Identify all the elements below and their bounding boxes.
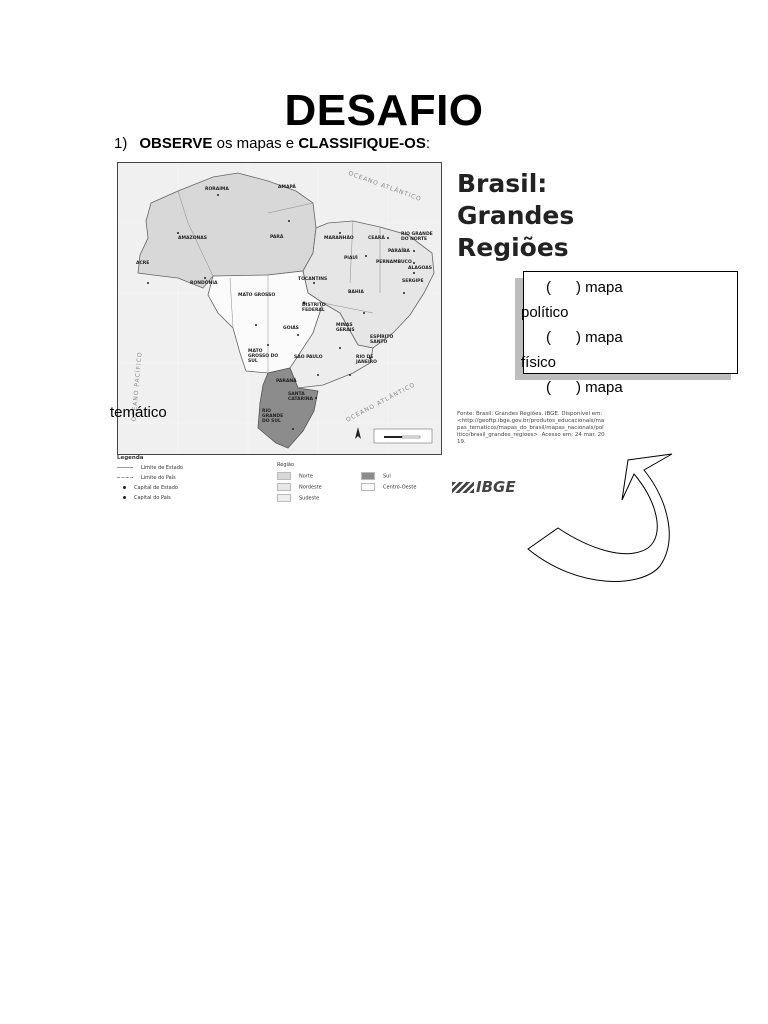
map-label-maranhao: MARANHÃO [324, 236, 354, 241]
map-label-alagoas: ALAGOAS [408, 266, 432, 271]
legend-region-title: Região [277, 462, 295, 468]
legend-nordeste: Nordeste [277, 483, 322, 491]
map-label-tocantins: TOCANTINS [298, 277, 328, 282]
question-observe: OBSERVE [139, 135, 213, 152]
option-3-label: temático [110, 404, 167, 421]
ibge-logo: IBGE [452, 478, 516, 496]
legend-sudeste: Sudeste [277, 494, 319, 502]
map-label-rj: RIO DE JANEIRO [356, 355, 377, 365]
option-2-label: físico [521, 354, 557, 371]
option-2-checkbox[interactable]: ( ) mapa [546, 329, 623, 346]
legend-centro-oeste: Centro-Oeste [361, 483, 416, 491]
legend-state-limit: Limite de Estado [117, 465, 183, 471]
map-label-ceara: CEARÁ [368, 236, 385, 241]
legend-state-capital: Capital de Estado [117, 485, 178, 491]
question-middle-text: os mapas e [212, 135, 299, 152]
legend-sul: Sul [361, 472, 391, 480]
ocean-label-pacific: OCEANO PACÍFICO [130, 351, 144, 422]
map-label-paraiba: PARAÍBA [388, 249, 410, 254]
map-label-pernambuco: PERNAMBUCO [376, 260, 412, 265]
figure-title-line-2: Grandes [457, 201, 575, 230]
map-label-roraima: RORAIMA [205, 187, 229, 192]
map-label-sergipe: SERGIPE [402, 279, 424, 284]
question-classify: CLASSIFIQUE-OS [298, 135, 426, 152]
map-label-rondonia: RONDÔNIA [190, 281, 218, 286]
map-label-amapa: AMAPÁ [278, 185, 296, 190]
map-label-para: PARÁ [270, 235, 284, 240]
option-1-checkbox[interactable]: ( ) mapa [546, 279, 623, 296]
ocean-label-atlantic-bottom: OCEANO ATLÂNTICO [344, 381, 417, 424]
map-label-goias: GOIÁS [283, 326, 299, 331]
option-1-label: político [521, 304, 569, 321]
figure-title-line-3: Regiões [457, 233, 569, 262]
map-label-rs: RIO GRANDE DO SUL [262, 409, 284, 424]
map-label-mg: MINAS GERAIS [336, 323, 355, 333]
map-label-parana: PARANÁ [276, 379, 297, 384]
legend-norte: Norte [277, 472, 313, 480]
legend-country-capital: Capital do País [117, 495, 171, 501]
map-label-ms: MATO GROSSO DO SUL [248, 349, 279, 364]
map-label-bahia: BAHIA [348, 290, 364, 295]
page-title: DESAFIO [284, 86, 484, 135]
figure-source: Fonte: Brasil: Grandes Regiões. IBGE. Disponível em: <http://geoftp.ibge.gov.br/produtos_educacionais/mapas_tematicos/mapas_do_brasil/mapas_nacionais/politico/brasil_grandes_regioes>. Acesso em: 24 mar. 2019. [457, 411, 605, 445]
map-label-amazonas: AMAZONAS [178, 236, 208, 241]
map-label-acre: ACRE [136, 261, 150, 266]
map-label-rn: RIO GRANDE DO NORTE [401, 232, 433, 242]
map-label-es: ESPÍRITO SANTO [370, 335, 394, 345]
map-label-df: DISTRITO FEDERAL [302, 303, 326, 313]
legend-title: Legenda [117, 455, 144, 461]
map-label-mt: MATO GROSSO [238, 293, 276, 298]
question-colon: : [425, 135, 431, 152]
ocean-label-atlantic-top: OCEANO ATLÂNTICO [347, 169, 423, 204]
map-label-piaui: PIAUÍ [344, 256, 358, 261]
legend-country-limit: Limite do País [117, 475, 176, 481]
map-label-sc: SANTA CATARINA [288, 392, 314, 402]
option-3-checkbox[interactable]: ( ) mapa [546, 379, 623, 396]
question-number: 1) [114, 135, 128, 152]
map-label-sp: SÃO PAULO [294, 355, 323, 360]
figure-title-line-1: Brasil: [457, 169, 548, 198]
